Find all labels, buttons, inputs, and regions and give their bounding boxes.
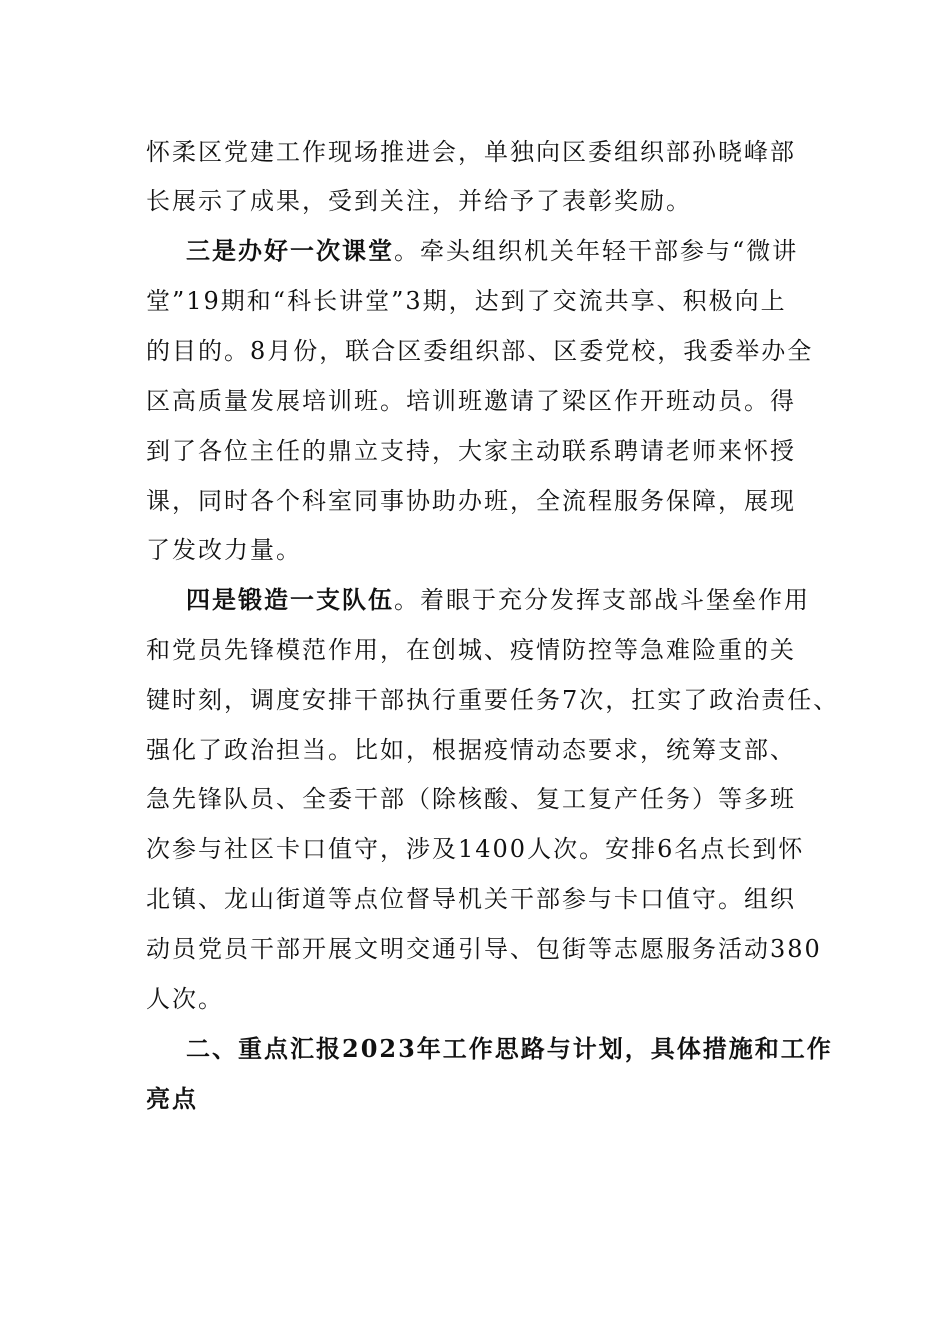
paragraph-line: 到了各位主任的鼎立支持，大家主动联系聘请老师来怀授 — [146, 437, 796, 465]
paragraph-line: 怀柔区党建工作现场推进会，单独向区委组织部孙晓峰部 — [146, 138, 796, 166]
section-heading: 二、重点汇报2023年工作思路与计划，具体措施和工作 — [186, 1034, 833, 1063]
paragraph-lead: 四是锻造一支队伍 — [186, 585, 394, 614]
paragraph-text: 。着眼于充分发挥支部战斗堡垒作用 — [394, 586, 810, 614]
paragraph-line: 长展示了成果，受到关注，并给予了表彰奖励。 — [146, 187, 692, 215]
paragraph-line: 急先锋队员、全委干部（除核酸、复工复产任务）等多班 — [146, 785, 796, 813]
section-heading-continued: 亮点 — [146, 1084, 198, 1113]
paragraph-line: 键时刻，调度安排干部执行重要任务7次，扛实了政治责任、 — [146, 686, 840, 714]
paragraph-first-line — [186, 585, 810, 615]
paragraph-lead: 三是办好一次课堂 — [186, 236, 394, 265]
paragraph-line: 区高质量发展培训班。培训班邀请了梁区作开班动员。得 — [146, 387, 796, 415]
paragraph-line: 北镇、龙山街道等点位督导机关干部参与卡口值守。组织 — [146, 885, 796, 913]
paragraph-line: 人次。 — [146, 985, 224, 1013]
paragraph-line: 课，同时各个科室同事协助办班，全流程服务保障，展现 — [146, 487, 796, 515]
paragraph-line: 和党员先锋模范作用，在创城、疫情防控等急难险重的关 — [146, 636, 796, 664]
paragraph-line: 次参与社区卡口值守，涉及1400人次。安排6名点长到怀 — [146, 835, 805, 863]
paragraph-line: 了发改力量。 — [146, 536, 302, 564]
paragraph-text: 。牵头组织机关年轻干部参与“微讲 — [394, 237, 799, 265]
paragraph-line: 强化了政治担当。比如，根据疫情动态要求，统筹支部、 — [146, 736, 796, 764]
paragraph-line: 堂”19期和“科长讲堂”3期，达到了交流共享、积极向上 — [146, 287, 787, 315]
paragraph-line: 动员党员干部开展文明交通引导、包街等志愿服务活动380 — [146, 935, 822, 963]
paragraph-line: 的目的。8月份，联合区委组织部、区委党校，我委举办全 — [146, 337, 814, 365]
paragraph-first-line — [186, 236, 798, 266]
